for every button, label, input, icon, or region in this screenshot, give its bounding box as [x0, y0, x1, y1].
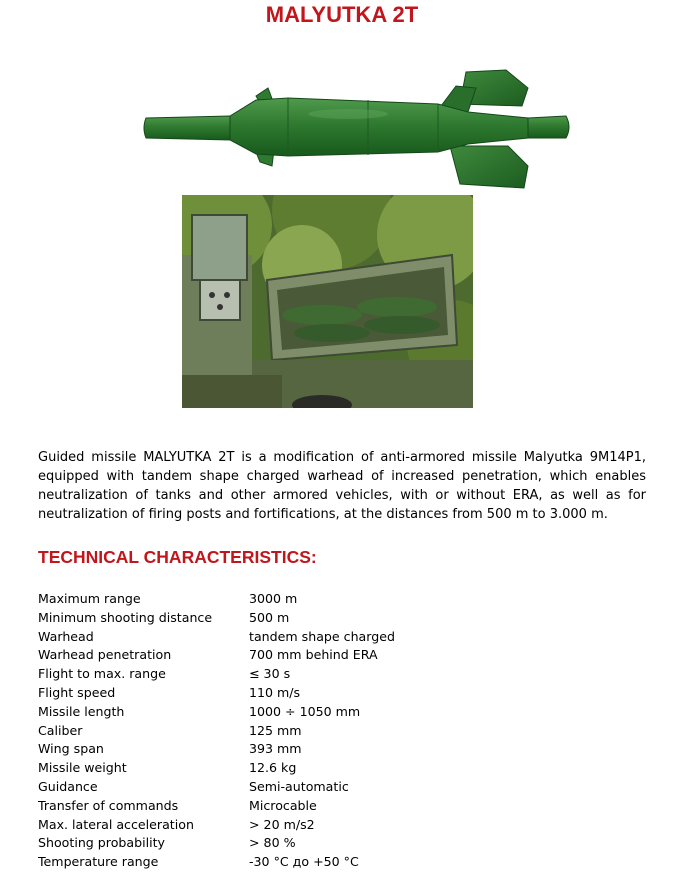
spec-row [38, 740, 395, 759]
spec-name: Shooting probability [38, 835, 165, 851]
spec-name: Warhead [38, 628, 94, 644]
spec-name: Guidance [38, 778, 98, 794]
spec-row [38, 703, 395, 722]
spec-value: ≤ 30 s [249, 666, 291, 682]
spec-value: > 20 m/s2 [249, 816, 315, 832]
spec-row [38, 853, 395, 872]
spec-value: Microcable [249, 797, 317, 813]
spec-name: Minimum shooting distance [38, 609, 213, 625]
spec-row [38, 834, 395, 853]
spec-value: 393 mm [249, 741, 302, 757]
spec-name: Maximum range [38, 591, 141, 606]
spec-name: Temperature range [38, 854, 159, 870]
spec-name: Max. lateral acceleration [38, 816, 194, 832]
spec-name: Warhead penetration [38, 647, 172, 663]
spec-row [38, 797, 395, 816]
spec-value: > 80 % [249, 835, 296, 851]
spec-row [38, 816, 395, 835]
spec-row [38, 609, 395, 628]
launcher-photo [182, 195, 473, 408]
spec-value: 1000 ÷ 1050 mm [249, 703, 361, 719]
spec-value: 12.6 kg [249, 760, 297, 776]
spec-name: Transfer of commands [38, 797, 179, 813]
spec-value: 3000 m [249, 591, 298, 606]
intro-paragraph: Guided missile MALYUTKA 2T is a modification of anti-armored missile Malyutka 9M14P1, equipped with tandem shape charged warhead of increased penetration, which enables neutralization of tanks and other armored vehicles, with or without ERA, as well as for neutralization of firing posts and fortifications, at the distances from 500 m to 3.000 m. [38, 450, 646, 522]
spec-name: Missile length [38, 703, 125, 719]
spec-name: Flight speed [38, 684, 116, 700]
spec-row [38, 759, 395, 778]
spec-name: Wing span [38, 741, 104, 757]
spec-row [38, 628, 395, 647]
spec-value: 500 m [249, 609, 290, 625]
section-heading: TECHNICAL CHARACTERISTICS: [38, 547, 317, 567]
spec-value: tandem shape charged [249, 628, 395, 644]
spec-name: Flight to max. range [38, 666, 166, 682]
spec-value: 700 mm behind ERA [249, 647, 378, 663]
spec-name: Caliber [38, 722, 83, 738]
page-title: MALYUTKA 2T [265, 2, 419, 27]
spec-row [38, 684, 395, 703]
spec-name: Missile weight [38, 760, 127, 776]
missile-illustration [138, 66, 576, 196]
spec-row [38, 778, 395, 797]
spec-row [38, 646, 395, 665]
spec-value: 110 m/s [249, 684, 301, 700]
spec-row [38, 590, 395, 609]
spec-row [38, 665, 395, 684]
spec-value: 125 mm [249, 722, 302, 738]
spec-value: Semi-automatic [249, 778, 349, 794]
spec-row [38, 722, 395, 741]
spec-value: -30 °C до +50 °C [249, 854, 359, 870]
specs-table [38, 590, 395, 872]
